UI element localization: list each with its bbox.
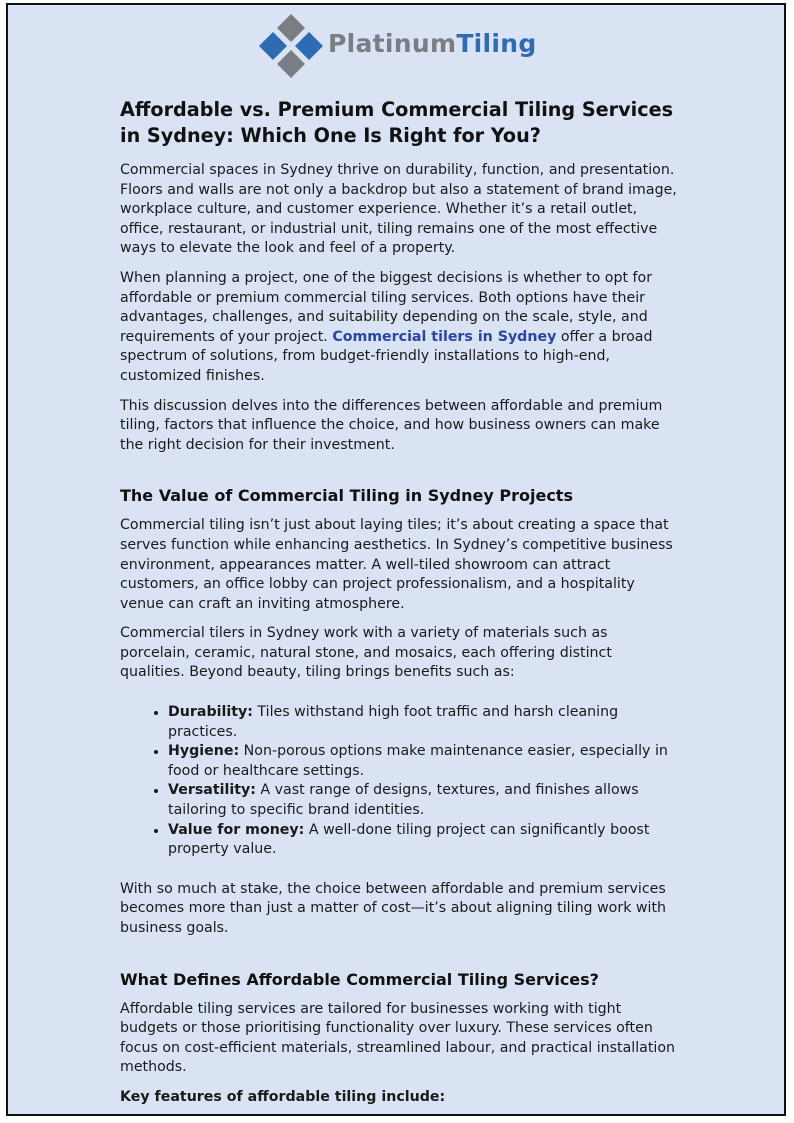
section1-paragraph-1: Commercial tiling isn’t just about laying tiles; it’s about creating a space that serves function while enhancing aesthetics. In Sydney’s competitive business environment, appearances matter. A well-tiled showroom can attract customers, an office lobby can project professionalism, and a hospitality venue can craft an inviting atmosphere. xyxy=(120,517,673,612)
benefit-text: Non-porous options make maintenance easier, especially in food or healthcare settings. xyxy=(168,743,668,779)
list-item xyxy=(168,781,680,820)
section-heading-affordable: What Defines Affordable Commercial Tiling Services? xyxy=(120,969,599,989)
benefit-label: Versatility: xyxy=(168,782,256,799)
document-page xyxy=(6,3,786,1116)
list-item xyxy=(168,703,680,742)
section1-paragraph-3: With so much at stake, the choice between affordable and premium services becomes more than just a matter of cost—it’s about aligning tiling work with business goals. xyxy=(120,880,667,936)
intro-paragraph-2 xyxy=(120,269,680,387)
article-body xyxy=(120,97,680,1116)
section-heading-value: The Value of Commercial Tiling in Sydney Projects xyxy=(120,486,573,506)
logo-word-tiling: Tiling xyxy=(456,29,537,58)
intro-p2-text-after: offer a broad spectrum of solutions, from budget-friendly installations to high-end, customized finishes. xyxy=(120,328,653,384)
benefit-text: A vast range of designs, textures, and finishes allows tailoring to specific brand identities. xyxy=(168,782,639,819)
key-features-label xyxy=(120,1088,680,1108)
intro-paragraph-3: This discussion delves into the differences between affordable and premium tiling, factors that influence the choice, and how business owners can make the right decision for their investment. xyxy=(120,397,663,453)
benefit-text: A well-done tiling project can significantly boost property value. xyxy=(168,821,650,858)
benefit-label: Hygiene: xyxy=(168,743,240,760)
benefits-list xyxy=(120,703,680,860)
section1-paragraph-2: Commercial tilers in Sydney work with a variety of materials such as porcelain, ceramic, natural stone, and mosaics, each offering distinct qualities. Beyond beauty, tiling brings benefits such as: xyxy=(120,625,612,681)
logo-wordmark xyxy=(328,29,537,58)
list-item xyxy=(168,821,680,860)
key-features-bold: Key features of affordable tiling include: xyxy=(120,1088,446,1105)
article-title: Affordable vs. Premium Commercial Tiling Services in Sydney: Which One Is Right for You? xyxy=(120,98,674,147)
logo-word-platinum: Platinum xyxy=(328,29,457,58)
platinum-tiling-logo xyxy=(258,13,548,79)
benefit-label: Durability: xyxy=(168,704,253,721)
benefit-text: Tiles withstand high foot traffic and harsh cleaning practices. xyxy=(168,704,619,740)
commercial-tilers-link[interactable]: Commercial tilers in Sydney xyxy=(332,328,557,345)
list-item xyxy=(168,742,680,781)
intro-paragraph-1: Commercial spaces in Sydney thrive on durability, function, and presentation. Floors and walls are not only a backdrop but also a statement of brand image, workplace culture, and customer experience. Whether it’s a retail outlet, office, restaurant, or industrial unit, tiling remains one of the most effective ways to elevate the look and feel of a property. xyxy=(120,162,677,257)
intro-p2-text-before: When planning a project, one of the biggest decisions is whether to opt for affordable or premium commercial tiling services. Both options have their advantages, challenges, and suitability depending on the scale, style, and requirements of your project. xyxy=(120,269,653,345)
benefit-label: Value for money: xyxy=(168,821,305,838)
section2-paragraph-1: Affordable tiling services are tailored for businesses working with tight budgets or those prioritising functionality over luxury. These services often focus on cost-efficient materials, streamlined labour, and practical installation methods. xyxy=(120,1000,676,1076)
diamond-tiles-icon xyxy=(258,13,324,79)
